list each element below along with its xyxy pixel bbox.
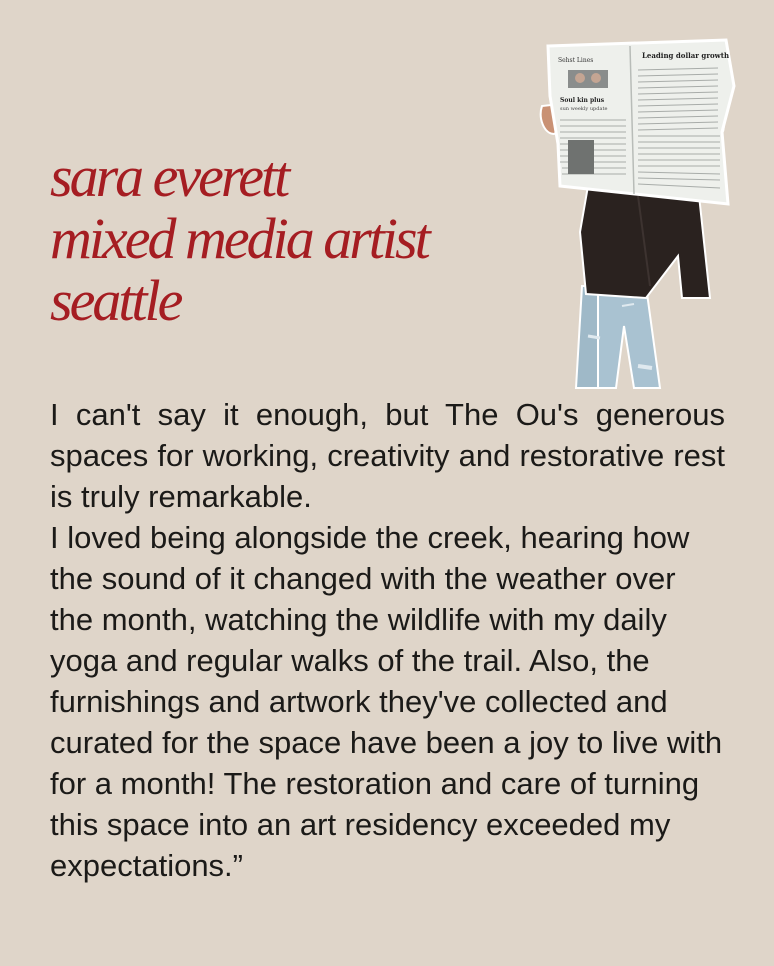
newspaper-subhead: sun weekly update	[560, 106, 608, 112]
newspaper-headline: Leading dollar growth	[642, 51, 730, 60]
jacket	[580, 186, 710, 298]
testimonial-quote	[50, 394, 725, 886]
artist-heading	[50, 146, 428, 332]
newspaper-header: Sehst Lines	[558, 57, 594, 64]
artist-name: sara everett	[50, 144, 288, 209]
quote-paragraph: I loved being alongside the creek, hearing how the sound of it changed with the weather over the month, watching the wildlife with my daily yoga and regular walks of the trail. Also, the furnishings and artwork they've collected and curated for the space have been a joy to live with for a month! The restoration and care of turning this space into an art residency exceeded my expectations.”	[50, 520, 723, 883]
newspaper-subheadline: Soul kin plus	[560, 97, 605, 104]
newspaper	[548, 40, 734, 204]
artist-role: mixed media artist	[50, 206, 428, 271]
newspaper-reader-illustration	[538, 36, 738, 392]
artist-location: seattle	[50, 268, 181, 333]
quote-paragraph: I can't say it enough, but The Ou's generous spaces for working, creativity and restorative rest is truly remarkable.	[50, 397, 725, 514]
jeans	[576, 286, 660, 388]
